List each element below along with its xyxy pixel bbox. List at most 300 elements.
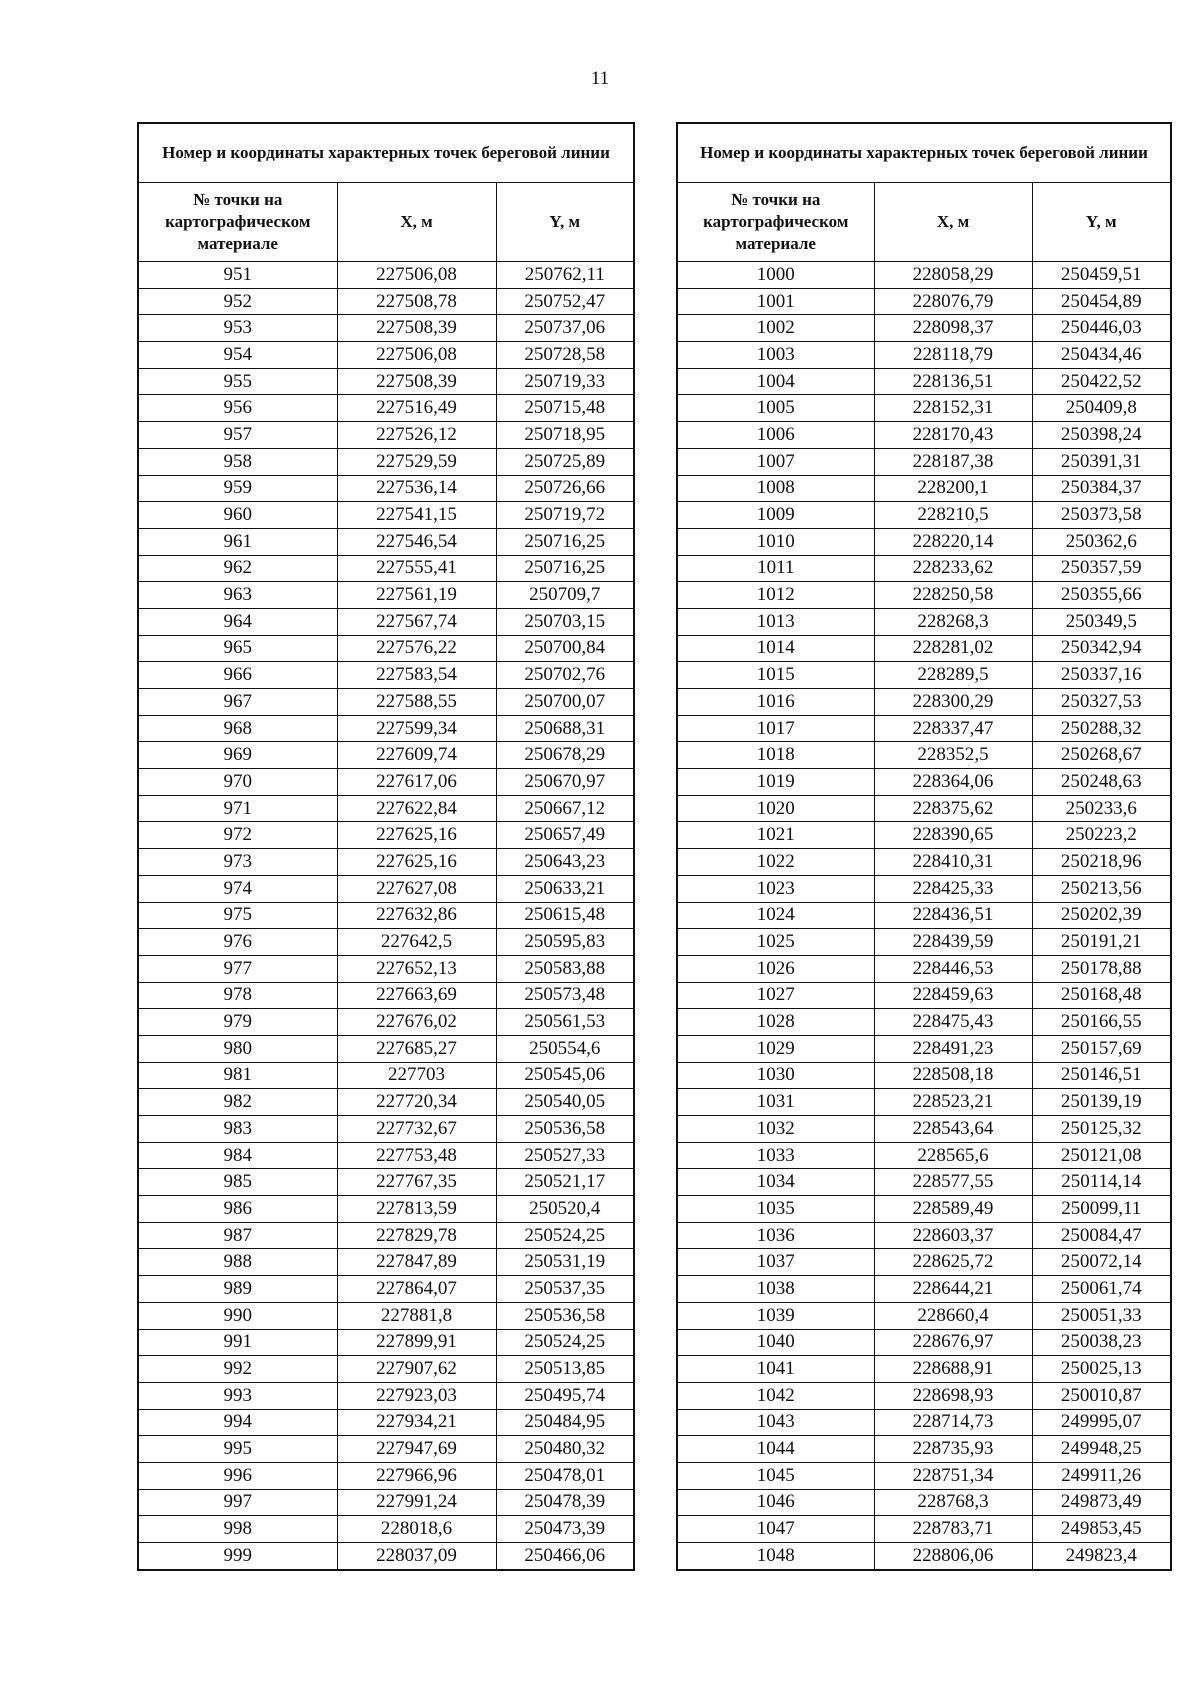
x-coordinate-cell: 228543,64 (874, 1116, 1032, 1143)
point-number-cell: 991 (138, 1329, 337, 1356)
table-row (677, 288, 1171, 315)
y-coordinate-cell: 250025,13 (1032, 1356, 1171, 1383)
table-row (677, 1249, 1171, 1276)
x-coordinate-cell: 228098,37 (874, 315, 1032, 342)
point-number-cell: 959 (138, 475, 337, 502)
table-row (138, 715, 634, 742)
table-row (138, 475, 634, 502)
y-coordinate-cell: 250554,6 (496, 1035, 634, 1062)
coordinates-table-left (137, 122, 635, 1571)
table-row (138, 875, 634, 902)
x-coordinate-cell: 227506,08 (337, 342, 496, 369)
y-coordinate-cell: 250459,51 (1032, 262, 1171, 289)
table-row (138, 1116, 634, 1143)
x-coordinate-cell: 228589,49 (874, 1196, 1032, 1223)
y-coordinate-cell: 250373,58 (1032, 502, 1171, 529)
x-coordinate-cell: 227947,69 (337, 1436, 496, 1463)
x-coordinate-cell: 227536,14 (337, 475, 496, 502)
y-coordinate-cell: 250583,88 (496, 955, 634, 982)
table-row (677, 422, 1171, 449)
y-coordinate-cell: 250051,33 (1032, 1302, 1171, 1329)
point-number-cell: 1025 (677, 929, 874, 956)
x-coordinate-cell: 227508,39 (337, 368, 496, 395)
x-coordinate-cell: 227907,62 (337, 1356, 496, 1383)
point-number-cell: 954 (138, 342, 337, 369)
point-number-cell: 1013 (677, 608, 874, 635)
x-coordinate-cell: 227732,67 (337, 1116, 496, 1143)
y-coordinate-cell: 250218,96 (1032, 849, 1171, 876)
y-coordinate-cell: 250268,67 (1032, 742, 1171, 769)
x-coordinate-cell: 228475,43 (874, 1009, 1032, 1036)
y-coordinate-cell: 250495,74 (496, 1382, 634, 1409)
x-coordinate-cell: 228390,65 (874, 822, 1032, 849)
table-row (677, 475, 1171, 502)
point-number-cell: 969 (138, 742, 337, 769)
point-number-cell: 1035 (677, 1196, 874, 1223)
table-row (138, 1409, 634, 1436)
y-coordinate-cell: 250537,35 (496, 1276, 634, 1303)
x-coordinate-cell: 227529,59 (337, 448, 496, 475)
table-row (677, 395, 1171, 422)
x-coordinate-cell: 228425,33 (874, 875, 1032, 902)
point-number-cell: 1024 (677, 902, 874, 929)
table-row (138, 1062, 634, 1089)
x-coordinate-cell: 228352,5 (874, 742, 1032, 769)
y-coordinate-cell: 250615,48 (496, 902, 634, 929)
table-row (138, 528, 634, 555)
table-row (677, 262, 1171, 289)
table-row (677, 1382, 1171, 1409)
table-row (677, 502, 1171, 529)
point-number-cell: 952 (138, 288, 337, 315)
x-coordinate-cell: 227966,96 (337, 1462, 496, 1489)
x-coordinate-cell: 228375,62 (874, 795, 1032, 822)
x-coordinate-cell: 227627,08 (337, 875, 496, 902)
table-row (677, 448, 1171, 475)
x-coordinate-cell: 228751,34 (874, 1462, 1032, 1489)
coordinates-table-right (676, 122, 1172, 1571)
table-row (138, 1329, 634, 1356)
x-coordinate-cell: 227609,74 (337, 742, 496, 769)
table-title: Номер и координаты характерных точек береговой линии (138, 123, 634, 183)
y-coordinate-cell: 250484,95 (496, 1409, 634, 1436)
table-row (677, 1009, 1171, 1036)
y-coordinate-cell: 249853,45 (1032, 1516, 1171, 1543)
point-number-cell: 988 (138, 1249, 337, 1276)
table-row (138, 448, 634, 475)
table-row (677, 555, 1171, 582)
y-coordinate-cell: 250146,51 (1032, 1062, 1171, 1089)
point-number-cell: 999 (138, 1543, 337, 1570)
table-row (138, 1009, 634, 1036)
point-number-cell: 997 (138, 1489, 337, 1516)
y-coordinate-cell: 250545,06 (496, 1062, 634, 1089)
x-coordinate-cell: 228806,06 (874, 1543, 1032, 1570)
x-coordinate-cell: 227685,27 (337, 1035, 496, 1062)
x-coordinate-cell: 227676,02 (337, 1009, 496, 1036)
table-row (138, 742, 634, 769)
table-row (138, 1222, 634, 1249)
y-coordinate-cell: 250337,16 (1032, 662, 1171, 689)
x-coordinate-cell: 228200,1 (874, 475, 1032, 502)
x-coordinate-cell: 227506,08 (337, 262, 496, 289)
y-coordinate-cell: 250667,12 (496, 795, 634, 822)
x-coordinate-cell: 228018,6 (337, 1516, 496, 1543)
y-coordinate-cell: 250213,56 (1032, 875, 1171, 902)
point-number-cell: 975 (138, 902, 337, 929)
y-coordinate-cell: 250384,37 (1032, 475, 1171, 502)
table-row (138, 1089, 634, 1116)
y-coordinate-cell: 250248,63 (1032, 769, 1171, 796)
point-number-cell: 953 (138, 315, 337, 342)
x-coordinate-cell: 227588,55 (337, 689, 496, 716)
x-coordinate-cell: 228076,79 (874, 288, 1032, 315)
y-coordinate-header: Y, м (496, 183, 634, 262)
x-coordinate-cell: 227923,03 (337, 1382, 496, 1409)
y-coordinate-cell: 250531,19 (496, 1249, 634, 1276)
y-coordinate-cell: 250038,23 (1032, 1329, 1171, 1356)
point-number-cell: 1003 (677, 342, 874, 369)
y-coordinate-cell: 250702,76 (496, 662, 634, 689)
point-number-cell: 1020 (677, 795, 874, 822)
point-number-cell: 989 (138, 1276, 337, 1303)
x-coordinate-cell: 227934,21 (337, 1409, 496, 1436)
table-row (677, 1409, 1171, 1436)
point-number-header: № точки на картографическом материале (138, 183, 337, 262)
x-coordinate-cell: 227625,16 (337, 849, 496, 876)
table-row (138, 262, 634, 289)
y-coordinate-cell: 250524,25 (496, 1329, 634, 1356)
x-coordinate-cell: 227767,35 (337, 1169, 496, 1196)
point-number-header: № точки на картографическом материале (677, 183, 874, 262)
y-coordinate-cell: 250527,33 (496, 1142, 634, 1169)
point-number-cell: 1016 (677, 689, 874, 716)
point-number-cell: 1010 (677, 528, 874, 555)
y-coordinate-cell: 250536,58 (496, 1116, 634, 1143)
table-row (138, 635, 634, 662)
x-coordinate-cell: 227899,91 (337, 1329, 496, 1356)
point-number-cell: 1046 (677, 1489, 874, 1516)
point-number-cell: 1034 (677, 1169, 874, 1196)
y-coordinate-cell: 250643,23 (496, 849, 634, 876)
point-number-cell: 1015 (677, 662, 874, 689)
point-number-cell: 981 (138, 1062, 337, 1089)
table-row (677, 315, 1171, 342)
point-number-cell: 1033 (677, 1142, 874, 1169)
table-row (138, 1543, 634, 1570)
x-coordinate-cell: 228446,53 (874, 955, 1032, 982)
y-coordinate-cell: 250595,83 (496, 929, 634, 956)
table-row (138, 955, 634, 982)
x-coordinate-cell: 228491,23 (874, 1035, 1032, 1062)
table-row (138, 395, 634, 422)
table-row (677, 1089, 1171, 1116)
x-coordinate-cell: 228698,93 (874, 1382, 1032, 1409)
y-coordinate-cell: 250223,2 (1032, 822, 1171, 849)
y-coordinate-cell: 249948,25 (1032, 1436, 1171, 1463)
y-coordinate-cell: 250633,21 (496, 875, 634, 902)
x-coordinate-cell: 227720,34 (337, 1089, 496, 1116)
table-row (677, 1489, 1171, 1516)
y-coordinate-cell: 250478,01 (496, 1462, 634, 1489)
point-number-cell: 990 (138, 1302, 337, 1329)
y-coordinate-cell: 250536,58 (496, 1302, 634, 1329)
table-title: Номер и координаты характерных точек береговой линии (677, 123, 1171, 183)
x-coordinate-cell: 227541,15 (337, 502, 496, 529)
x-coordinate-cell: 228714,73 (874, 1409, 1032, 1436)
table-row (138, 608, 634, 635)
x-coordinate-cell: 227516,49 (337, 395, 496, 422)
y-coordinate-cell: 250716,25 (496, 555, 634, 582)
y-coordinate-cell: 250752,47 (496, 288, 634, 315)
y-coordinate-cell: 250478,39 (496, 1489, 634, 1516)
y-coordinate-cell: 250121,08 (1032, 1142, 1171, 1169)
table-row (677, 742, 1171, 769)
table-row (677, 1516, 1171, 1543)
y-coordinate-cell: 250349,5 (1032, 608, 1171, 635)
table-row (138, 422, 634, 449)
table-row (138, 902, 634, 929)
y-coordinate-cell: 250202,39 (1032, 902, 1171, 929)
point-number-cell: 1007 (677, 448, 874, 475)
table-row (677, 1142, 1171, 1169)
point-number-cell: 1029 (677, 1035, 874, 1062)
table-row (138, 1196, 634, 1223)
y-coordinate-cell: 250398,24 (1032, 422, 1171, 449)
x-coordinate-cell: 227567,74 (337, 608, 496, 635)
y-coordinate-cell: 249911,26 (1032, 1462, 1171, 1489)
x-coordinate-cell: 227703 (337, 1062, 496, 1089)
y-coordinate-cell: 250233,6 (1032, 795, 1171, 822)
y-coordinate-cell: 250513,85 (496, 1356, 634, 1383)
table-row (677, 795, 1171, 822)
point-number-cell: 1017 (677, 715, 874, 742)
y-coordinate-cell: 250480,32 (496, 1436, 634, 1463)
table-row (138, 1035, 634, 1062)
table-row (138, 342, 634, 369)
point-number-cell: 956 (138, 395, 337, 422)
x-coordinate-cell: 228136,51 (874, 368, 1032, 395)
x-coordinate-cell: 227652,13 (337, 955, 496, 982)
x-coordinate-cell: 228768,3 (874, 1489, 1032, 1516)
y-coordinate-cell: 250715,48 (496, 395, 634, 422)
table-row (138, 368, 634, 395)
point-number-cell: 1027 (677, 982, 874, 1009)
point-number-cell: 1000 (677, 262, 874, 289)
point-number-cell: 1042 (677, 1382, 874, 1409)
table-row (677, 875, 1171, 902)
y-coordinate-cell: 250573,48 (496, 982, 634, 1009)
table-row (677, 1116, 1171, 1143)
y-coordinate-cell: 250700,07 (496, 689, 634, 716)
y-coordinate-cell: 250716,25 (496, 528, 634, 555)
y-coordinate-cell: 250762,11 (496, 262, 634, 289)
point-number-cell: 998 (138, 1516, 337, 1543)
table-row (138, 1302, 634, 1329)
point-number-cell: 955 (138, 368, 337, 395)
table-row (138, 1462, 634, 1489)
point-number-cell: 1038 (677, 1276, 874, 1303)
table-row (677, 368, 1171, 395)
table-row (677, 1196, 1171, 1223)
x-coordinate-cell: 228152,31 (874, 395, 1032, 422)
table-row (138, 315, 634, 342)
y-coordinate-cell: 250728,58 (496, 342, 634, 369)
y-coordinate-cell: 250454,89 (1032, 288, 1171, 315)
x-coordinate-cell: 228268,3 (874, 608, 1032, 635)
y-coordinate-cell: 250657,49 (496, 822, 634, 849)
point-number-cell: 1008 (677, 475, 874, 502)
point-number-cell: 980 (138, 1035, 337, 1062)
table-row (138, 1169, 634, 1196)
x-coordinate-cell: 228565,6 (874, 1142, 1032, 1169)
y-coordinate-cell: 250678,29 (496, 742, 634, 769)
x-coordinate-cell: 227829,78 (337, 1222, 496, 1249)
x-coordinate-header: X, м (874, 183, 1032, 262)
y-coordinate-cell: 250168,48 (1032, 982, 1171, 1009)
y-coordinate-cell: 250466,06 (496, 1543, 634, 1570)
table-row (138, 1436, 634, 1463)
x-coordinate-cell: 227555,41 (337, 555, 496, 582)
x-coordinate-cell: 228688,91 (874, 1356, 1032, 1383)
table-body (677, 262, 1171, 1570)
y-coordinate-cell: 250327,53 (1032, 689, 1171, 716)
x-coordinate-cell: 228508,18 (874, 1062, 1032, 1089)
y-coordinate-cell: 250688,31 (496, 715, 634, 742)
x-coordinate-cell: 227561,19 (337, 582, 496, 609)
x-coordinate-cell: 228037,09 (337, 1543, 496, 1570)
point-number-cell: 1004 (677, 368, 874, 395)
point-number-cell: 1014 (677, 635, 874, 662)
x-coordinate-header: X, м (337, 183, 496, 262)
point-number-cell: 985 (138, 1169, 337, 1196)
point-number-cell: 996 (138, 1462, 337, 1489)
point-number-cell: 1032 (677, 1116, 874, 1143)
point-number-cell: 979 (138, 1009, 337, 1036)
table-row (677, 1329, 1171, 1356)
y-coordinate-cell: 250409,8 (1032, 395, 1171, 422)
table-row (138, 849, 634, 876)
table-row (138, 1356, 634, 1383)
point-number-cell: 1036 (677, 1222, 874, 1249)
x-coordinate-cell: 228220,14 (874, 528, 1032, 555)
point-number-cell: 970 (138, 769, 337, 796)
x-coordinate-cell: 228281,02 (874, 635, 1032, 662)
point-number-cell: 951 (138, 262, 337, 289)
y-coordinate-cell: 250473,39 (496, 1516, 634, 1543)
x-coordinate-cell: 228436,51 (874, 902, 1032, 929)
point-number-cell: 1001 (677, 288, 874, 315)
y-coordinate-cell: 250099,11 (1032, 1196, 1171, 1223)
y-coordinate-cell: 249995,07 (1032, 1409, 1171, 1436)
table-row (677, 1035, 1171, 1062)
point-number-cell: 1028 (677, 1009, 874, 1036)
point-number-cell: 976 (138, 929, 337, 956)
point-number-cell: 986 (138, 1196, 337, 1223)
table-row (677, 608, 1171, 635)
y-coordinate-cell: 250391,31 (1032, 448, 1171, 475)
point-number-cell: 964 (138, 608, 337, 635)
y-coordinate-cell: 250726,66 (496, 475, 634, 502)
point-number-cell: 1022 (677, 849, 874, 876)
x-coordinate-cell: 228364,06 (874, 769, 1032, 796)
point-number-cell: 972 (138, 822, 337, 849)
point-number-cell: 977 (138, 955, 337, 982)
table-row (138, 1382, 634, 1409)
y-coordinate-cell: 250342,94 (1032, 635, 1171, 662)
y-coordinate-cell: 250362,6 (1032, 528, 1171, 555)
x-coordinate-cell: 227847,89 (337, 1249, 496, 1276)
x-coordinate-cell: 228603,37 (874, 1222, 1032, 1249)
point-number-cell: 1048 (677, 1543, 874, 1570)
point-number-cell: 1021 (677, 822, 874, 849)
point-number-cell: 967 (138, 689, 337, 716)
table-row (677, 689, 1171, 716)
point-number-cell: 1044 (677, 1436, 874, 1463)
table-row (677, 635, 1171, 662)
x-coordinate-cell: 228300,29 (874, 689, 1032, 716)
x-coordinate-cell: 227632,86 (337, 902, 496, 929)
y-coordinate-cell: 250737,06 (496, 315, 634, 342)
point-number-cell: 962 (138, 555, 337, 582)
table-row (677, 1436, 1171, 1463)
point-number-cell: 1012 (677, 582, 874, 609)
point-number-cell: 968 (138, 715, 337, 742)
table-row (138, 1249, 634, 1276)
x-coordinate-cell: 228187,38 (874, 448, 1032, 475)
y-coordinate-cell: 250524,25 (496, 1222, 634, 1249)
x-coordinate-cell: 227864,07 (337, 1276, 496, 1303)
x-coordinate-cell: 228644,21 (874, 1276, 1032, 1303)
y-coordinate-cell: 250521,17 (496, 1169, 634, 1196)
table-row (138, 769, 634, 796)
table-row (138, 1276, 634, 1303)
x-coordinate-cell: 227599,34 (337, 715, 496, 742)
table-row (138, 982, 634, 1009)
y-coordinate-cell: 250125,32 (1032, 1116, 1171, 1143)
table-row (677, 929, 1171, 956)
table-row (138, 1142, 634, 1169)
x-coordinate-cell: 227881,8 (337, 1302, 496, 1329)
table-row (677, 1302, 1171, 1329)
y-coordinate-cell: 250719,33 (496, 368, 634, 395)
y-coordinate-cell: 250166,55 (1032, 1009, 1171, 1036)
y-coordinate-cell: 250355,66 (1032, 582, 1171, 609)
point-number-cell: 1043 (677, 1409, 874, 1436)
x-coordinate-cell: 228625,72 (874, 1249, 1032, 1276)
x-coordinate-cell: 227617,06 (337, 769, 496, 796)
x-coordinate-cell: 228735,93 (874, 1436, 1032, 1463)
point-number-cell: 966 (138, 662, 337, 689)
x-coordinate-cell: 227991,24 (337, 1489, 496, 1516)
table-row (677, 1222, 1171, 1249)
point-number-cell: 971 (138, 795, 337, 822)
x-coordinate-cell: 228170,43 (874, 422, 1032, 449)
point-number-cell: 1039 (677, 1302, 874, 1329)
table-row (677, 849, 1171, 876)
y-coordinate-cell: 250288,32 (1032, 715, 1171, 742)
x-coordinate-cell: 228410,31 (874, 849, 1032, 876)
y-coordinate-cell: 250703,15 (496, 608, 634, 635)
table-row (677, 1276, 1171, 1303)
point-number-cell: 1023 (677, 875, 874, 902)
x-coordinate-cell: 228210,5 (874, 502, 1032, 529)
y-coordinate-cell: 249873,49 (1032, 1489, 1171, 1516)
point-number-cell: 993 (138, 1382, 337, 1409)
table-row (677, 955, 1171, 982)
x-coordinate-cell: 228660,4 (874, 1302, 1032, 1329)
x-coordinate-cell: 227622,84 (337, 795, 496, 822)
